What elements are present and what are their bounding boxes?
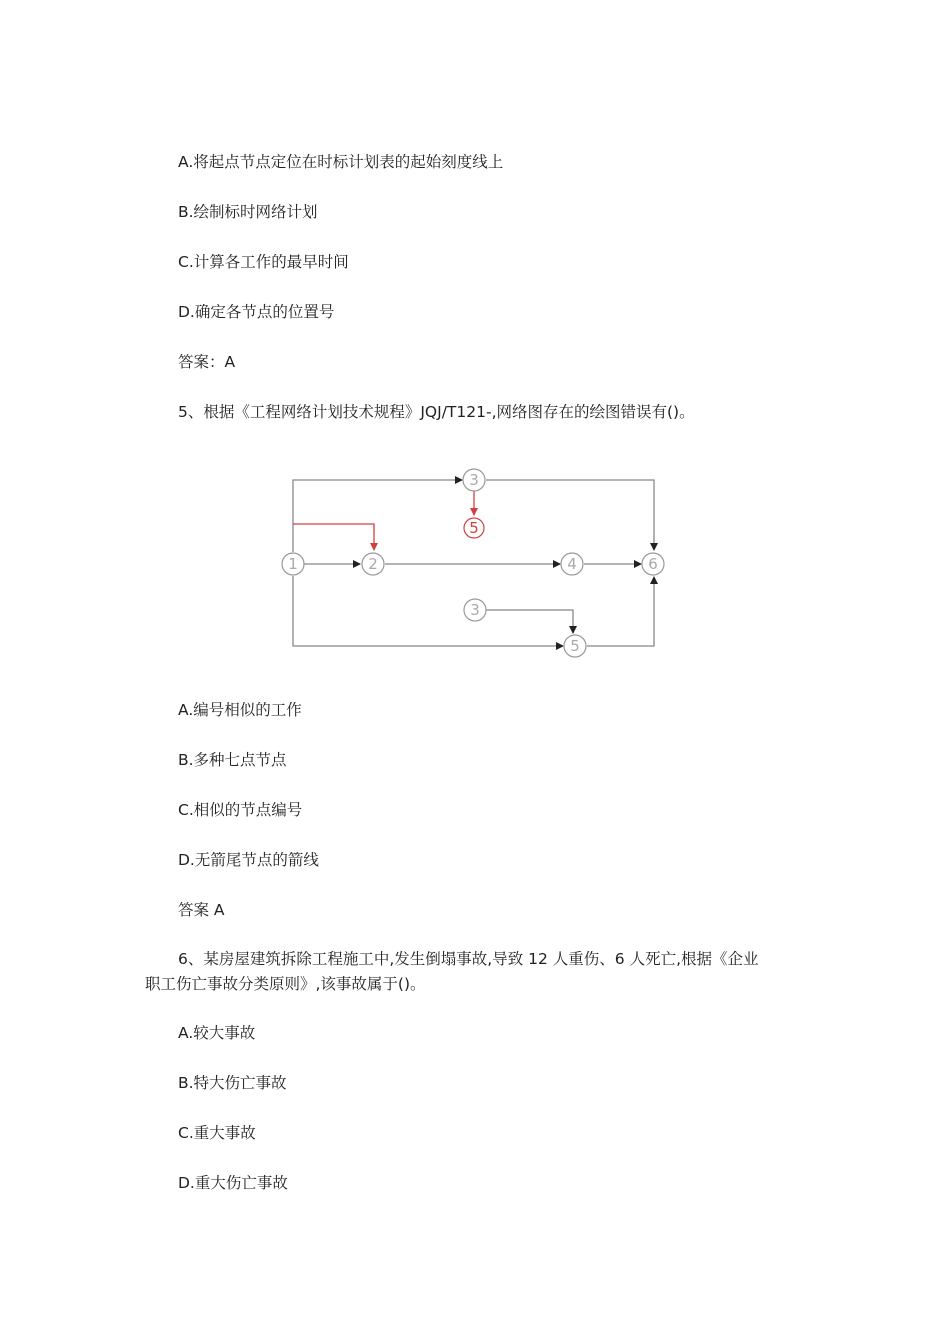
q4-option-b: B.绘制标时网络计划 [178,203,318,221]
node-6-label: 6 [648,555,658,573]
arrow-1-5 [293,576,563,646]
q4-option-d: D.确定各节点的位置号 [178,303,335,321]
q4-option-c: C.计算各工作的最早时间 [178,253,349,271]
node-1-label: 1 [288,555,298,573]
q4-option-a: A.将起点节点定位在时标计划表的起始刻度线上 [178,153,504,171]
node-3-bottom-label: 3 [470,601,480,619]
q5-answer: 答案 A [178,901,225,919]
node-2-label: 2 [368,555,378,573]
q6-stem-line1: 6、某房屋建筑拆除工程施工中,发生倒塌事故,导致 12 人重伤、6 人死亡,根据《企业 [178,950,759,968]
q5-stem: 5、根据《工程网络计划技术规程》JQJ/T121-,网络图存在的绘图错误有()。 [178,403,695,421]
arrow-3-6 [486,480,654,550]
q5-option-c: C.相似的节点编号 [178,801,303,819]
q6-option-c: C.重大事故 [178,1124,256,1142]
node-5-red-label: 5 [469,519,479,537]
node-5-bottom-label: 5 [570,637,580,655]
q5-option-d: D.无箭尾节点的箭线 [178,851,319,869]
red-arrow-1-2 [293,524,374,550]
q5-option-b: B.多种七点节点 [178,751,287,769]
q6-stem-line2: 职工伤亡事故分类原则》,该事故属于()。 [145,975,426,993]
q4-answer: 答案：A [178,353,236,371]
q6-option-d: D.重大伤亡事故 [178,1174,288,1192]
arrow-1-3 [293,480,462,552]
network-diagram [270,455,690,665]
arrow-5-6 [587,577,654,646]
arrow-3b-5 [486,610,573,633]
q6-option-b: B.特大伤亡事故 [178,1074,287,1092]
node-4-label: 4 [567,555,577,573]
node-3-top-label: 3 [469,471,479,489]
q5-option-a: A.编号相似的工作 [178,701,302,719]
q6-option-a: A.较大事故 [178,1024,256,1042]
